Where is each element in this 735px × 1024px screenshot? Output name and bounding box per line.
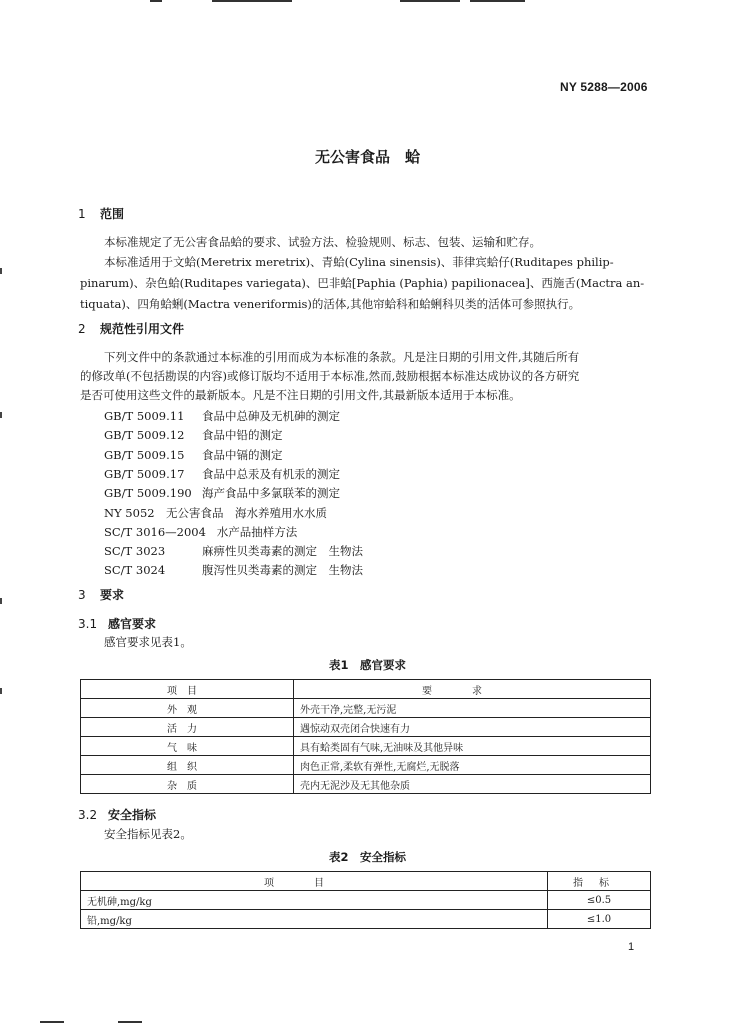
reference-code: GB/T 5009.190 <box>104 486 192 501</box>
table-row <box>81 775 651 794</box>
reference-title: 食品中总汞及有机汞的测定 <box>202 466 340 481</box>
table-cell-requirement: 具有蛤类固有气味,无油味及其他异味 <box>294 737 651 756</box>
subsection-heading-safety: 3.2 安全指标 <box>78 808 157 822</box>
reference-code: NY 5052 <box>104 505 155 520</box>
table-cell-requirement: 壳内无泥沙及无其他杂质 <box>294 775 651 794</box>
table-row <box>81 718 651 737</box>
table-header-limit: 指标 <box>548 872 651 891</box>
scan-mark <box>0 598 2 604</box>
scan-mark <box>0 412 2 418</box>
reference-code: GB/T 5009.11 <box>104 409 185 423</box>
scope-paragraph-2-line-2: pinarum)、杂色蛤(Ruditapes variegata)、巴非蛤[Paphia (Paphia) papilionacea]、西施舌(Mactra an- <box>80 276 645 290</box>
reference-item <box>104 505 327 521</box>
table-cell-item: 无机砷,mg/kg <box>81 891 548 910</box>
page-title: 无公害食品 蛤 <box>314 148 420 166</box>
table-row <box>81 756 651 775</box>
standard-number: NY 5288—2006 <box>560 80 648 94</box>
sensory-table <box>80 679 651 794</box>
table-cell-item: 外观 <box>81 699 294 718</box>
section-heading-normative: 2 规范性引用文件 <box>78 322 185 336</box>
reference-title: 食品中总砷及无机砷的测定 <box>202 409 340 423</box>
table-row <box>81 910 651 929</box>
table-cell-item: 杂质 <box>81 775 294 794</box>
reference-item <box>104 408 340 424</box>
table-header-item: 项目 <box>81 680 294 699</box>
scope-paragraph-1: 本标准规定了无公害食品蛤的要求、试验方法、检验规则、标志、包装、运输和贮存。 <box>104 235 541 249</box>
reference-title: 海产食品中多氯联苯的测定 <box>202 486 340 501</box>
sensory-text: 感官要求见表1。 <box>104 635 192 649</box>
table-cell-item: 组织 <box>81 756 294 775</box>
table-header-row <box>81 872 651 891</box>
reference-code: SC/T 3023 <box>104 544 166 559</box>
reference-item <box>104 524 297 540</box>
scope-paragraph-2-line-1: 本标准适用于文蛤(Meretrix meretrix)、青蛤(Cylina sinensis)、菲律宾蛤仔(Ruditapes philip- <box>104 255 614 269</box>
normative-intro-line-3: 是否可使用这些文件的最新版本。凡是不注日期的引用文件,其最新版本适用于本标准。 <box>80 388 521 402</box>
reference-item <box>104 543 363 559</box>
table-row <box>81 699 651 718</box>
reference-title: 食品中镉的测定 <box>202 447 283 462</box>
scan-mark <box>150 0 162 2</box>
reference-code: GB/T 5009.12 <box>104 428 185 443</box>
scan-mark <box>0 268 2 274</box>
reference-code: GB/T 5009.15 <box>104 447 185 462</box>
reference-title: 食品中铅的测定 <box>202 428 283 443</box>
scan-mark <box>0 688 2 694</box>
safety-text: 安全指标见表2。 <box>104 827 192 841</box>
table-cell-requirement: 遇惊动双壳闭合快速有力 <box>294 718 651 737</box>
table-header-item: 项目 <box>81 872 548 891</box>
table-row <box>81 891 651 910</box>
reference-title: 无公害食品 海水养殖用水水质 <box>166 505 327 520</box>
scan-mark <box>400 0 460 2</box>
reference-code: GB/T 5009.17 <box>104 466 185 481</box>
normative-intro-line-2: 的修改单(不包括勘误的内容)或修订版均不适用于本标准,然而,鼓励根据本标准达成协议的各方研究 <box>80 369 580 383</box>
table-cell-item: 气味 <box>81 737 294 756</box>
table-header-requirement: 要求 <box>294 680 651 699</box>
table-header-row <box>81 680 651 699</box>
reference-item <box>104 485 340 501</box>
scan-mark <box>212 0 292 2</box>
table-cell-requirement: 肉色正常,柔软有弹性,无腐烂,无脱落 <box>294 756 651 775</box>
scope-paragraph-2-line-3: tiquata)、四角蛤蜊(Mactra veneriformis)的活体,其他帘蛤科和蛤蜊科贝类的活体可参照执行。 <box>80 297 581 311</box>
scan-mark <box>40 1021 64 1023</box>
reference-code: SC/T 3016—2004 <box>104 524 206 539</box>
reference-item <box>104 562 363 578</box>
table-2-caption: 表2 安全指标 <box>328 850 406 864</box>
reference-item <box>104 447 283 463</box>
subsection-heading-sensory: 3.1 感官要求 <box>78 617 157 631</box>
normative-intro-line-1: 下列文件中的条款通过本标准的引用而成为本标准的条款。凡是注日期的引用文件,其随后所有 <box>104 350 580 364</box>
reference-item <box>104 466 340 482</box>
table-cell-limit: ≤1.0 <box>548 910 651 929</box>
reference-title: 麻痹性贝类毒素的测定 生物法 <box>202 544 363 559</box>
reference-title: 水产品抽样方法 <box>216 524 298 539</box>
safety-table <box>80 871 651 929</box>
table-cell-requirement: 外壳干净,完整,无污泥 <box>294 699 651 718</box>
scan-mark <box>470 0 525 2</box>
reference-title: 腹泻性贝类毒素的测定 生物法 <box>202 563 363 578</box>
section-heading-scope: 1 范围 <box>78 207 125 221</box>
table-cell-item: 活力 <box>81 718 294 737</box>
table-cell-limit: ≤0.5 <box>548 891 651 910</box>
section-heading-requirements: 3 要求 <box>78 588 125 602</box>
table-row <box>81 737 651 756</box>
table-cell-item: 铅,mg/kg <box>81 910 548 929</box>
scan-mark <box>118 1021 142 1023</box>
page-number: 1 <box>628 941 635 953</box>
reference-item <box>104 427 283 443</box>
reference-code: SC/T 3024 <box>104 563 166 578</box>
table-1-caption: 表1 感官要求 <box>328 658 406 672</box>
